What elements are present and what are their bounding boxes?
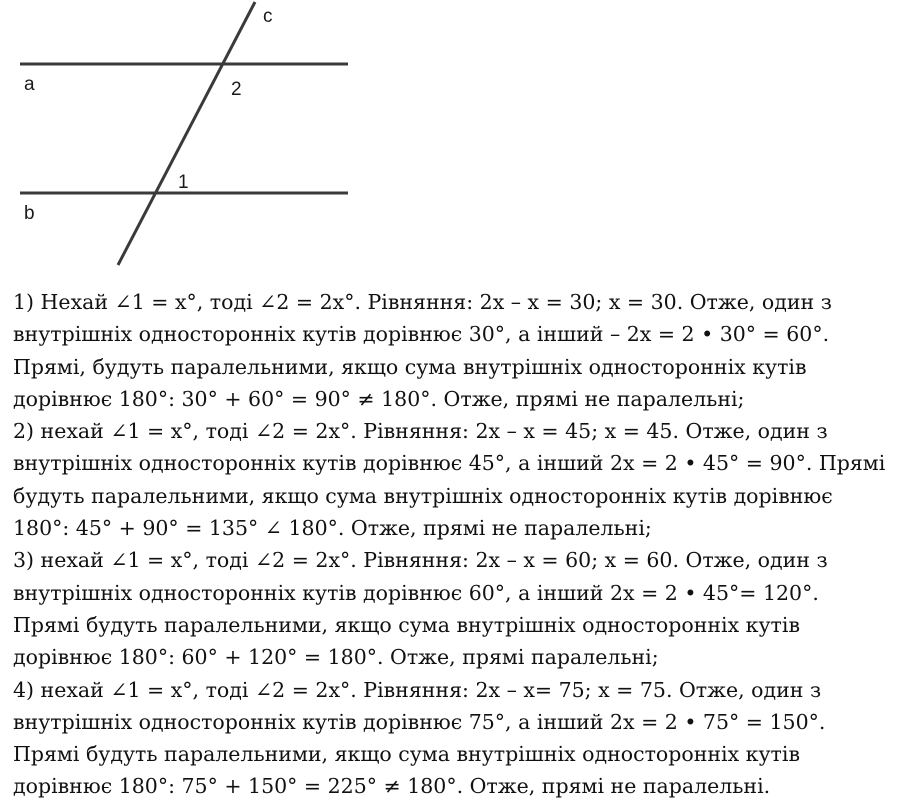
solution-line: 4) нехай ∠1 = x°, тоді ∠2 = 2x°. Рівняння: 2x – x= 75; x = 75. Отже, один з bbox=[13, 677, 822, 702]
solution-text bbox=[13, 286, 924, 803]
solution-line: внутрішніх односторонніх кутів дорівнює 60°, а інший 2x = 2 • 45°= 120°. bbox=[13, 580, 819, 605]
label-line-a: a bbox=[24, 74, 35, 95]
solution-line: 1) Нехай ∠1 = x°, тоді ∠2 = 2x°. Рівняння: 2x – x = 30; x = 30. Отже, один з bbox=[13, 290, 832, 314]
solution-line: внутрішніх односторонніх кутів дорівнює 45°, а інший 2x = 2 • 45° = 90°. Прямі bbox=[13, 451, 886, 476]
solution-line: дорівнює 180°: 75° + 150° = 225° ≠ 180°. Отже, прямі не паралельні. bbox=[13, 774, 771, 799]
solution-line: Прямі будуть паралельними, якщо сума внутрішніх односторонніх кутів bbox=[13, 612, 800, 637]
geometry-figure bbox=[0, 0, 360, 275]
label-transversal-c: c bbox=[263, 6, 273, 27]
solution-line: внутрішніх односторонніх кутів дорівнює 30°, а інший – 2x = 2 • 30° = 60°. bbox=[13, 322, 830, 347]
label-angle-2: 2 bbox=[231, 79, 242, 100]
transversal-c bbox=[118, 2, 255, 265]
solution-line: Прямі будуть паралельними, якщо сума внутрішніх односторонніх кутів bbox=[13, 742, 800, 767]
label-line-b: b bbox=[24, 203, 35, 224]
solution-line: 2) нехай ∠1 = x°, тоді ∠2 = 2x°. Рівняння: 2x – x = 45; x = 45. Отже, один з bbox=[13, 419, 828, 444]
solution-line: 180°: 45° + 90° = 135° ∠ 180°. Отже, прямі не паралельні; bbox=[13, 516, 652, 541]
solution-line: 3) нехай ∠1 = x°, тоді ∠2 = 2x°. Рівняння: 2x – x = 60; x = 60. Отже, один з bbox=[13, 548, 828, 573]
solution-line: дорівнює 180°: 60° + 120° = 180°. Отже, прямі паралельні; bbox=[13, 645, 659, 670]
solution-line: внутрішніх односторонніх кутів дорівнює 75°, а інший 2x = 2 • 75° = 150°. bbox=[13, 709, 826, 734]
solution-line: Прямі, будуть паралельними, якщо сума внутрішніх односторонніх кутів bbox=[13, 354, 807, 379]
label-angle-1: 1 bbox=[178, 172, 189, 193]
solution-line: будуть паралельними, якщо сума внутрішніх односторонніх кутів дорівнює bbox=[13, 483, 833, 508]
solution-line: дорівнює 180°: 30° + 60° = 90° ≠ 180°. Отже, прямі не паралельні; bbox=[13, 386, 745, 411]
